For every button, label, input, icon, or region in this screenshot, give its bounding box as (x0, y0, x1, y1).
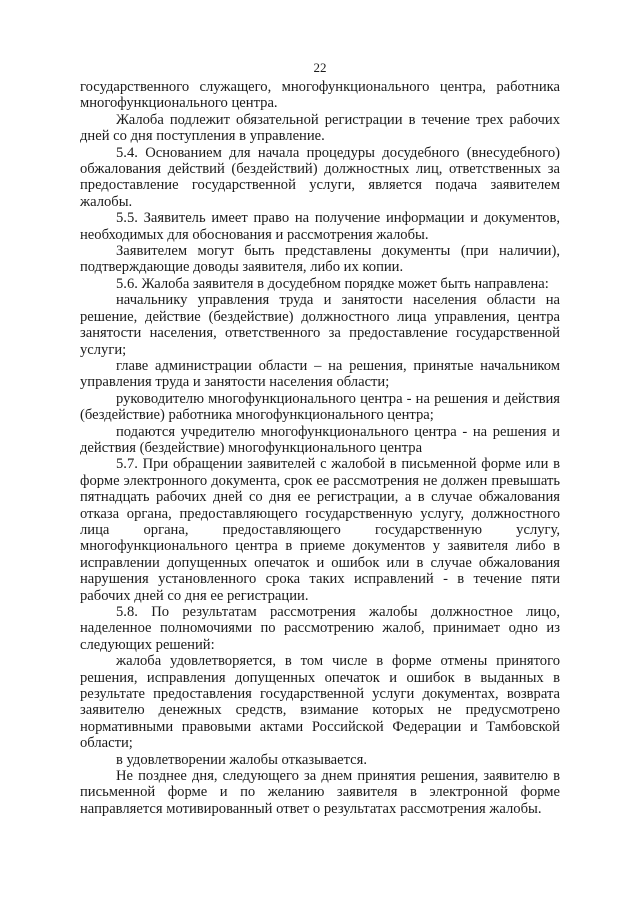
paragraph-response: Не позднее дня, следующего за днем принятия решения, заявителю в письменной форме и по желанию заявителя в электронной форме направляется мотивированный ответ о результатах рассмотрения жалобы. (80, 768, 560, 817)
paragraph-documents: Заявителем могут быть представлены документы (при наличии), подтверждающие доводы заявителя, либо их копии. (80, 243, 560, 276)
paragraph-addressee-governor: главе администрации области – на решения, принятые начальником управления труда и занятости населения области; (80, 357, 560, 391)
paragraph-registration: Жалоба подлежит обязательной регистрации в течение трех рабочих дней со дня поступления в управление. (80, 111, 560, 145)
paragraph-decision-refused: в удовлетворении жалобы отказывается. (116, 751, 368, 768)
paragraph-addressee-head: начальнику управления труда и занятости населения области на решение, действие (бездействие) должностного лица управления, центра занятости населения, ответственного за предоставление государственной услуги; (80, 292, 560, 358)
paragraph-5-4: 5.4. Основанием для начала процедуры досудебного (внесудебного) обжалования действий (бездействий) должностных лиц, ответственных за предоставление государственной услуги, является подача заявителем жалобы. (80, 144, 560, 210)
paragraph-5-7: 5.7. При обращении заявителей с жалобой в письменной форме или в форме электронного документа, срок ее рассмотрения не должен превышать пятнадцать рабочих дней со дня ее регистрации, а в случае обжалования отказа органа, предоставляющего государственную услугу, должностного лица органа, предоставляющего государственную услугу, многофункционального центра в приеме документов у заявителя либо в исправлении допущенных опечаток и ошибок или в случае обжалования нарушения установленного срока таких исправлений - в течение пяти рабочих дней со дня ее регистрации. (80, 456, 560, 604)
document-body (80, 79, 560, 817)
paragraph-addressee-mfc-head: руководителю многофункционального центра - на решения и действия (бездействие) работника многофункционального центра; (80, 390, 560, 424)
paragraph-5-8: 5.8. По результатам рассмотрения жалобы должностное лицо, наделенное полномочиями по рассмотрению жалоб, принимает одно из следующих решений: (80, 604, 560, 653)
paragraph-5-5: 5.5. Заявитель имеет право на получение информации и документов, необходимых для обоснования и рассмотрения жалобы. (80, 210, 560, 243)
paragraph-addressee-founder: подаются учредителю многофункционального центра - на решения и действия (бездействие) многофункционального центра (80, 423, 560, 456)
paragraph-continuation: государственного служащего, многофункционального центра, работника многофункционального центра. (80, 79, 560, 112)
page-number: 22 (313, 60, 327, 75)
paragraph-decision-satisfied: жалоба удовлетворяется, в том числе в форме отмены принятого решения, исправления допущенных опечаток и ошибок в выданных в результате предоставления государственной услуги документах, возврата заявителю денежных средств, взимание которых не предусмотрено нормативными правовыми актами Российской Федерации и Тамбовской области; (80, 653, 560, 752)
paragraph-5-6: 5.6. Жалоба заявителя в досудебном порядке может быть направлена: (116, 275, 549, 292)
